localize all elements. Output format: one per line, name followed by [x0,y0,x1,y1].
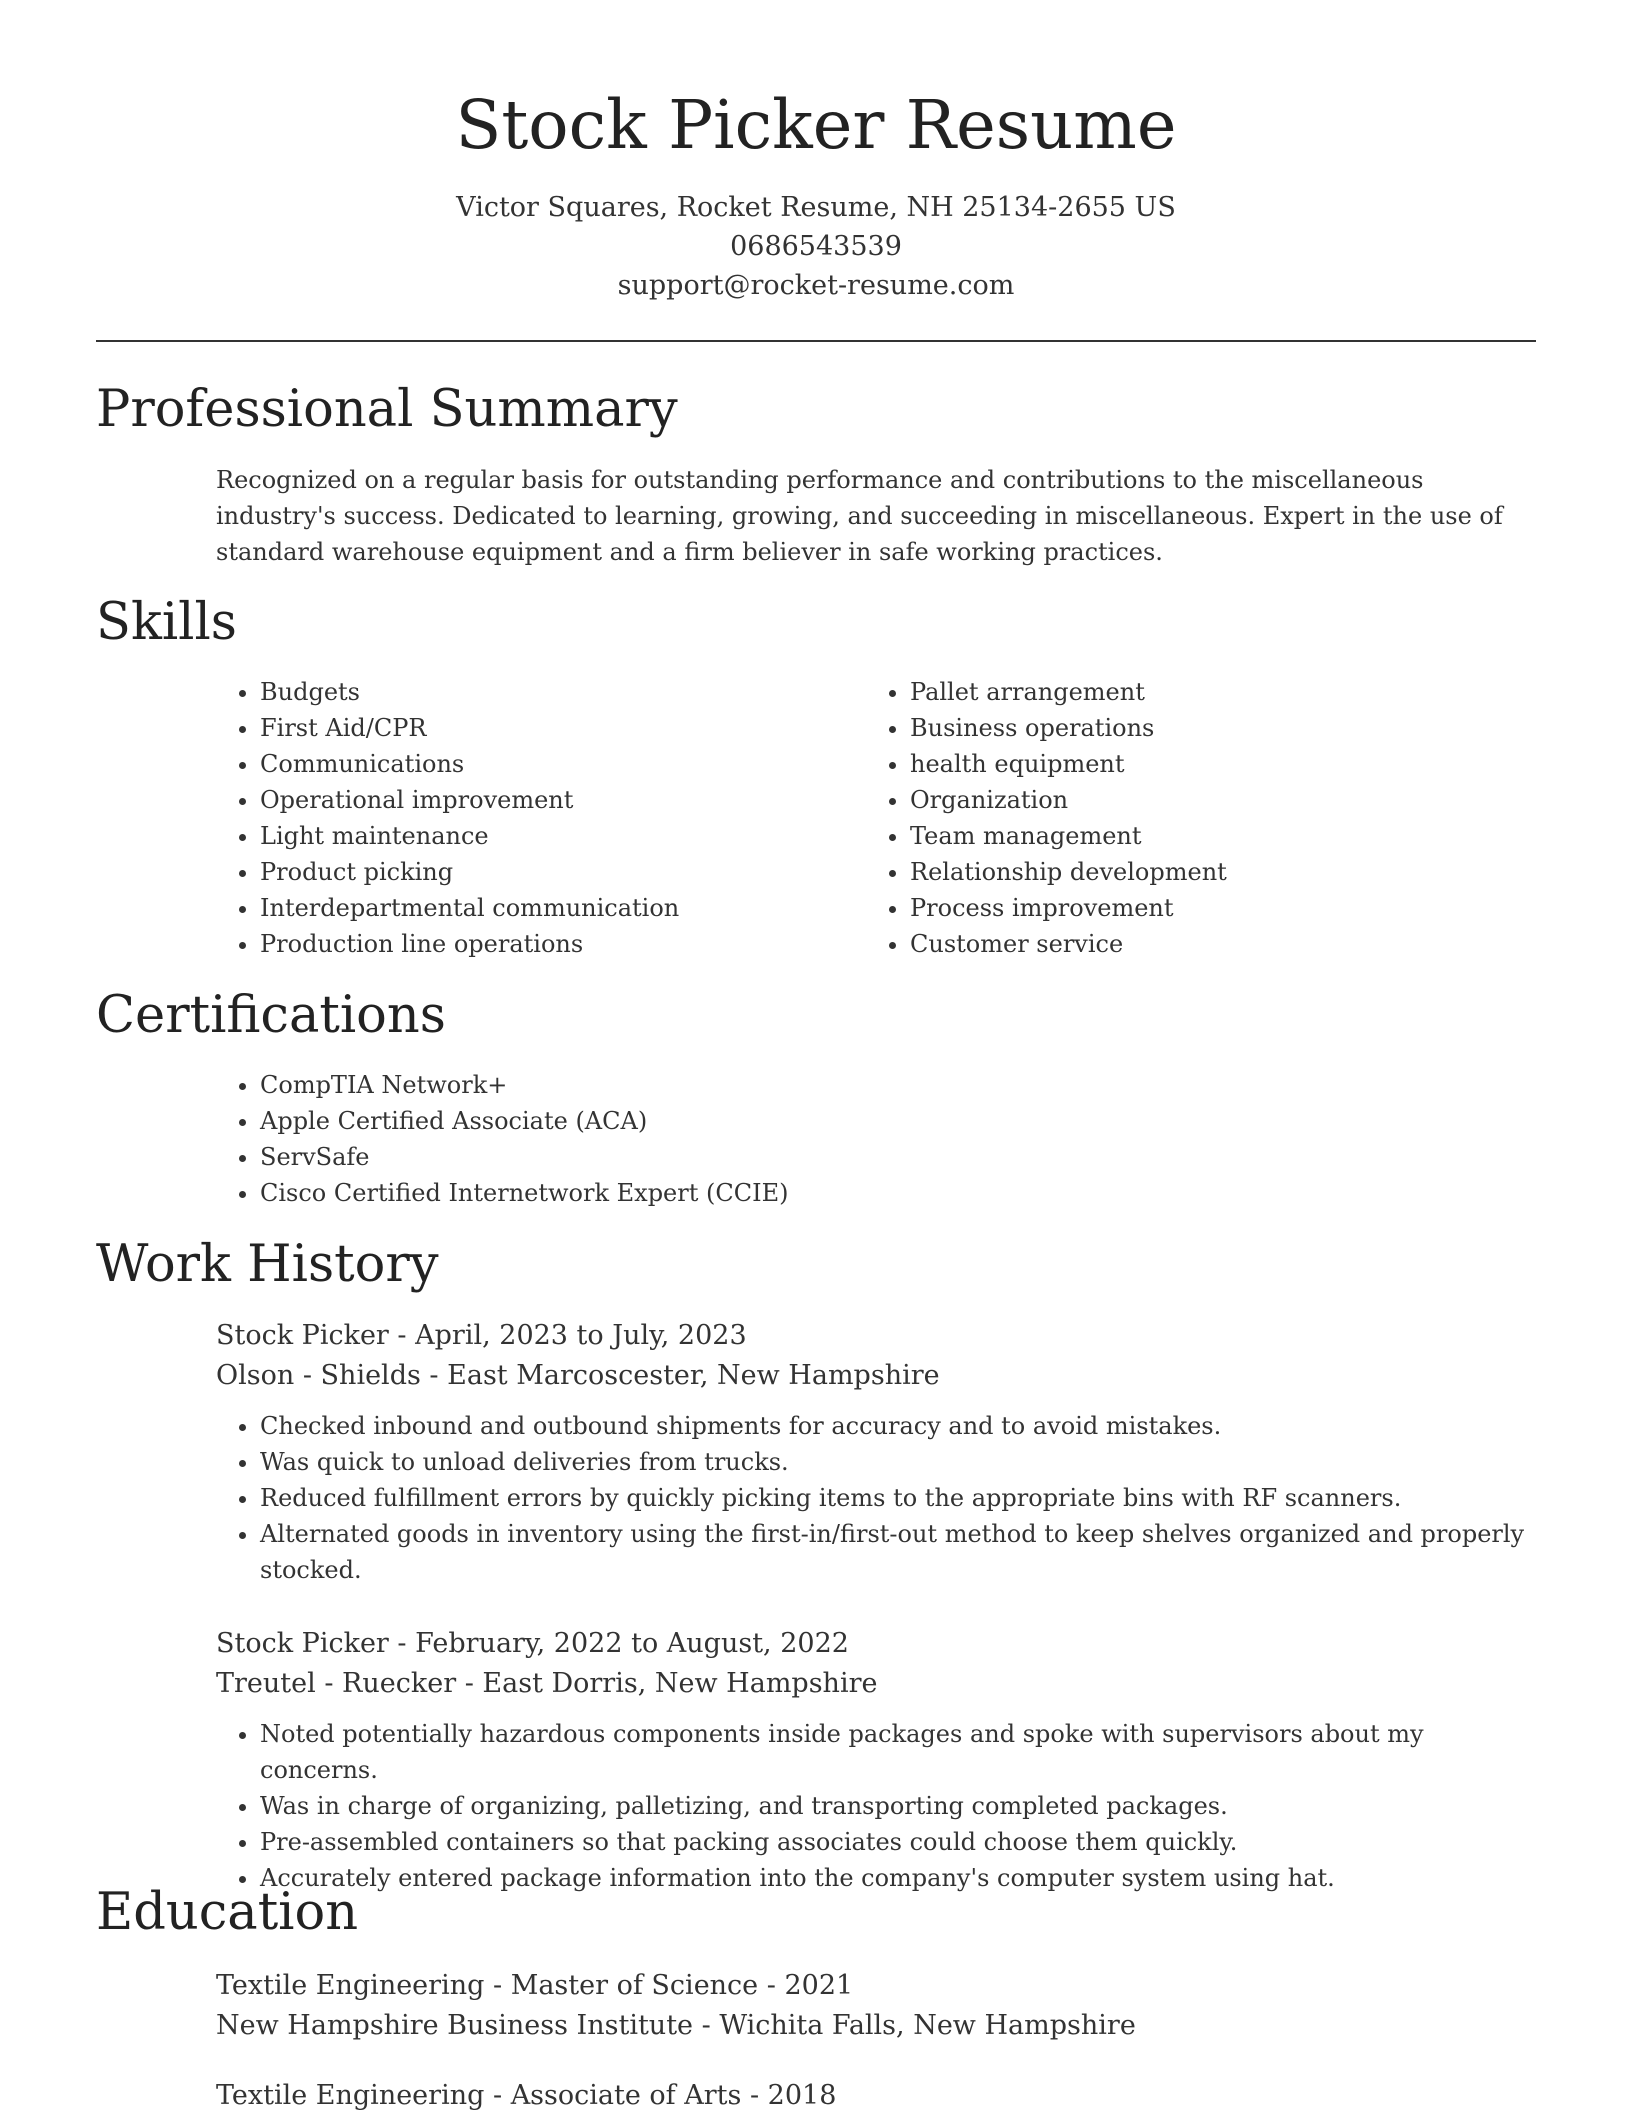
education-school: New Hampshire Business Institute [216,2010,694,2041]
job-bullet: • Alternated goods in inventory using the first-in/first-out method to keep shelves organized and properly stocked. [260,1516,1536,1588]
job-location: East Dorris, New Hampshire [482,1668,878,1699]
separator: - [693,2010,720,2041]
job-company: Olson - Shields [216,1360,421,1391]
section-title-work-history: Work History [96,1235,439,1294]
job-bullet: • Checked inbound and outbound shipments for accuracy and to avoid mistakes. [260,1408,1536,1444]
skill-item: • Relationship development [910,854,1506,890]
skills-column-left [216,674,836,962]
skill-item: • Interdepartmental communication [260,890,836,926]
education-field: Textile Engineering [216,1970,485,2001]
contact-block [96,188,1536,305]
job-bullet: • Pre-assembled containers so that packing associates could choose them quickly. [260,1824,1536,1860]
job-bullet: • Was quick to unload deliveries from trucks. [260,1444,1536,1480]
job-location: East Marcoscester, New Hampshire [447,1360,940,1391]
skill-item: • Budgets [260,674,836,710]
certification-item: • Apple Certified Associate (ACA) [260,1103,1536,1139]
education-field: Textile Engineering [216,2080,485,2111]
skill-item: • Team management [910,818,1506,854]
job-company: Treutel - Ruecker [216,1668,457,1699]
separator: - [484,1970,511,2001]
education-entry [216,1966,1536,2046]
separator: - [420,1360,448,1391]
certifications-list [216,1067,1536,1211]
education-degree: Master of Science [510,1970,759,2001]
resume-title: Stock Picker Resume [455,86,1177,164]
skill-item: • First Aid/CPR [260,710,836,746]
job-company-line [216,1356,1536,1396]
job-role: Stock Picker [216,1628,389,1659]
summary-text: Recognized on a regular basis for outstanding performance and contributions to the miscellaneous industry's success. Dedicated to learning, growing, and succeeding in miscellaneous. Expert in the use of standard warehouse equipment and a firm believer in safe working practices. [216,466,1503,566]
certification-item: • ServSafe [260,1139,1536,1175]
section-title-certifications: Certifications [96,986,446,1045]
header-divider [96,340,1536,342]
skill-item: • health equipment [910,746,1506,782]
contact-email: support@rocket-resume.com [617,270,1015,301]
skill-item: • Production line operations [260,926,836,962]
job-dates: February, 2022 to August, 2022 [415,1628,849,1659]
job-entry [216,1316,1536,1588]
job-dates: April, 2023 to July, 2023 [415,1320,747,1351]
separator: - [388,1320,416,1351]
job-bullet: • Was in charge of organizing, palletizing, and transporting completed packages. [260,1788,1536,1824]
skill-item: • Pallet arrangement [910,674,1506,710]
resume-header [96,80,1536,305]
education-entry [216,2076,1536,2116]
separator: - [741,2080,768,2111]
separator: - [456,1668,483,1699]
job-bullet: • Noted potentially hazardous components inside packages and spoke with supervisors about my concerns. [260,1716,1536,1788]
contact-address: Victor Squares, Rocket Resume, NH 25134-2655 US [456,192,1176,223]
skill-item: • Communications [260,746,836,782]
job-title-line [216,1624,1536,1664]
skill-item: • Business operations [910,710,1506,746]
skills-column-right [866,674,1506,962]
certification-item: • Cisco Certified Internetwork Expert (CCIE) [260,1175,1536,1211]
education-year: 2018 [767,2080,837,2111]
education-year: 2021 [784,1970,854,2001]
section-title-education: Education [96,1883,359,1942]
job-title-line [216,1316,1536,1356]
separator: - [484,2080,511,2111]
skill-item: • Product picking [260,854,836,890]
job-role: Stock Picker [216,1320,389,1351]
education-degree-line [216,1966,1536,2006]
skill-item: • Organization [910,782,1506,818]
job-bullet: • Accurately entered package information into the company's computer system using hat. [260,1860,1536,1896]
separator: - [758,1970,785,2001]
job-entry [216,1624,1536,1896]
separator: - [388,1628,416,1659]
education-degree: Associate of Arts [510,2080,742,2111]
education-degree-line [216,2076,1536,2116]
job-bullet: • Reduced fulfillment errors by quickly picking items to the appropriate bins with RF scanners. [260,1480,1536,1516]
section-title-skills: Skills [96,593,237,652]
contact-phone: 0686543539 [730,231,902,262]
skill-item: • Process improvement [910,890,1506,926]
certification-item: • CompTIA Network+ [260,1067,1536,1103]
section-title-summary: Professional Summary [96,380,678,439]
skill-item: • Operational improvement [260,782,836,818]
education-school-line [216,2006,1536,2046]
skill-item: • Light maintenance [260,818,836,854]
education-location: Wichita Falls, New Hampshire [719,2010,1136,2041]
skill-item: • Customer service [910,926,1506,962]
job-company-line [216,1664,1536,1704]
